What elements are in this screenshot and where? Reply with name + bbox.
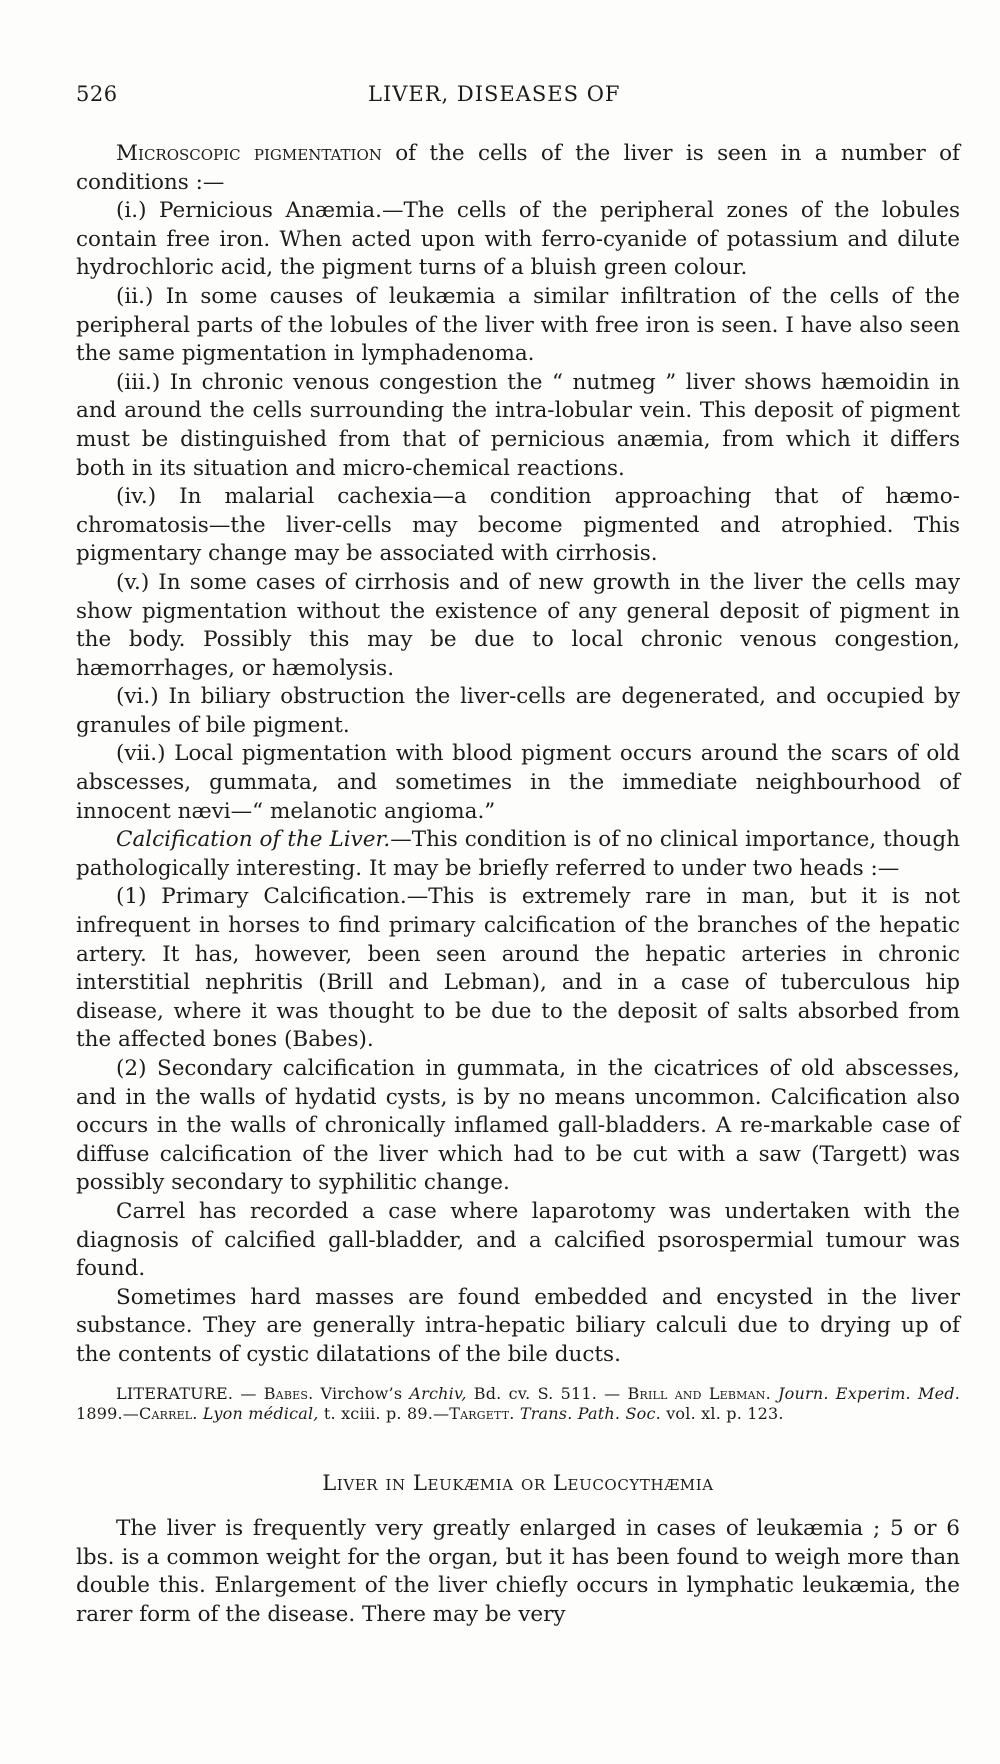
- paragraph-item-iv: (iv.) In malarial cachexia—a condition approaching that of hæmo-chromatosis—the liver-cells may become pigmented and atrophied. This pigmentary change may be associated with cirrhosis.: [76, 484, 960, 567]
- paragraph-lead: Microscopic pigmentation: [116, 141, 382, 166]
- paragraph-hard-masses: Sometimes hard masses are found embedded and encysted in the liver substance. They are generally intra-hepatic biliary calculi due to drying up of the contents of cystic dilatations of the bile ducts.: [76, 1284, 960, 1367]
- paragraph-text: —This condition is of no clinical importance, though pathologically interesting. It may be briefly referred to under two heads :—: [76, 827, 960, 881]
- ref-journal: Lyon médical,: [197, 1404, 319, 1424]
- ref-author-brill-lebman: Brill and Lebman.: [627, 1383, 771, 1403]
- ref-journal: Journ. Experim. Med.: [770, 1383, 960, 1403]
- ref-text: 1899.—: [76, 1404, 140, 1424]
- paragraph-calcification: [76, 826, 960, 883]
- ref-author-carrel: Carrel.: [139, 1404, 198, 1424]
- section-title: Liver in Leukæmia or Leucocythæmia: [322, 1470, 714, 1495]
- paragraph-item-vii: (vii.) Local pigmentation with blood pigment occurs around the scars of old abscesses, gummata, and sometimes in the immediate neighbourhood of innocent nævi—“ melanotic angioma.”: [76, 741, 960, 824]
- ref-text: vol. xl. p. 123.: [660, 1404, 784, 1424]
- paragraph-item-ii: (ii.) In some causes of leukæmia a similar infiltration of the cells of the peripheral parts of the lobules of the liver with free iron is seen. I have also seen the same pigmentation in lymphadenoma.: [76, 283, 960, 367]
- running-title: LIVER, DISEASES OF: [368, 82, 621, 106]
- paragraph-item-vi: (vi.) In biliary obstruction the liver-cells are degenerated, and occupied by granules of bile pigment.: [76, 684, 960, 738]
- paragraph-secondary-calcification: (2) Secondary calcification in gummata, in the cicatrices of old abscesses, and in the walls of hydatid cysts, is by no means uncommon. Calcification also occurs in the walls of chronically inflamed gall-bladders. A re-markable case of diffuse calcification of the liver which had to be cut with a saw (Targett) was possibly secondary to syphilitic change.: [76, 1056, 960, 1196]
- ref-text: Bd. cv. S. 511. —: [466, 1383, 628, 1403]
- paragraph-item-i: (i.) Pernicious Anæmia.—The cells of the peripheral zones of the lobules contain free iron. When acted upon with ferro-cyanide of potassium and dilute hydrochloric acid, the pigment turns of a bluish green colour.: [76, 198, 960, 281]
- ref-author-babes: — Babes.: [233, 1383, 314, 1403]
- ref-text: Virchow’s: [313, 1383, 410, 1403]
- paragraph-text: of the cells of the liver is seen in a number of conditions :—: [76, 141, 960, 195]
- paragraph-primary-calcification: (1) Primary Calcification.—This is extremely rare in man, but it is not infrequent in horses to find primary calcification of the branches of the hepatic artery. It has, however, been seen around the hepatic arteries in chronic interstitial nephritis (Brill and Lebman), and in a case of tuberculous hip disease, where it was thought to be due to the deposit of salts absorbed from the affected bones (Babes).: [76, 884, 960, 1053]
- ref-journal: Trans. Path. Soc.: [514, 1404, 661, 1424]
- paragraph-carrel: Carrel has recorded a case where laparotomy was undertaken with the diagnosis of calcified gall-bladder, and a calcified psorospermial tumour was found.: [76, 1198, 960, 1282]
- literature-references: [76, 1384, 960, 1425]
- literature-label: LITERATURE.: [116, 1383, 234, 1403]
- page-body: [76, 140, 960, 1630]
- ref-author-targett: Targett.: [449, 1404, 515, 1424]
- page-header: [76, 82, 956, 112]
- paragraph-microscopic-pigmentation: [76, 140, 960, 197]
- paragraph-item-iii: (iii.) In chronic venous congestion the “ nutmeg ” liver shows hæmoidin in and around the cells surrounding the intra-lobular vein. This deposit of pigment must be distinguished from that of pernicious anæmia, from which it differs both in its situation and micro-chemical reactions.: [76, 369, 960, 481]
- paragraph-item-v: (v.) In some cases of cirrhosis and of new growth in the liver the cells may show pigmentation without the existence of any general deposit of pigment in the body. Possibly this may be due to local chronic venous congestion, hæmorrhages, or hæmolysis.: [76, 569, 960, 681]
- page-number: 526: [76, 82, 118, 106]
- paragraph-leukaemia: The liver is frequently very greatly enlarged in cases of leukæmia ; 5 or 6 lbs. is a common weight for the organ, but it has been found to weigh more than double this. Enlargement of the liver chiefly occurs in lymphatic leukæmia, the rarer form of the disease. There may be very: [76, 1516, 960, 1627]
- ref-journal: Archiv,: [409, 1383, 467, 1403]
- paragraph-lead-italic: Calcification of the Liver.: [116, 827, 391, 853]
- ref-text: t. xciii. p. 89.—: [318, 1404, 450, 1424]
